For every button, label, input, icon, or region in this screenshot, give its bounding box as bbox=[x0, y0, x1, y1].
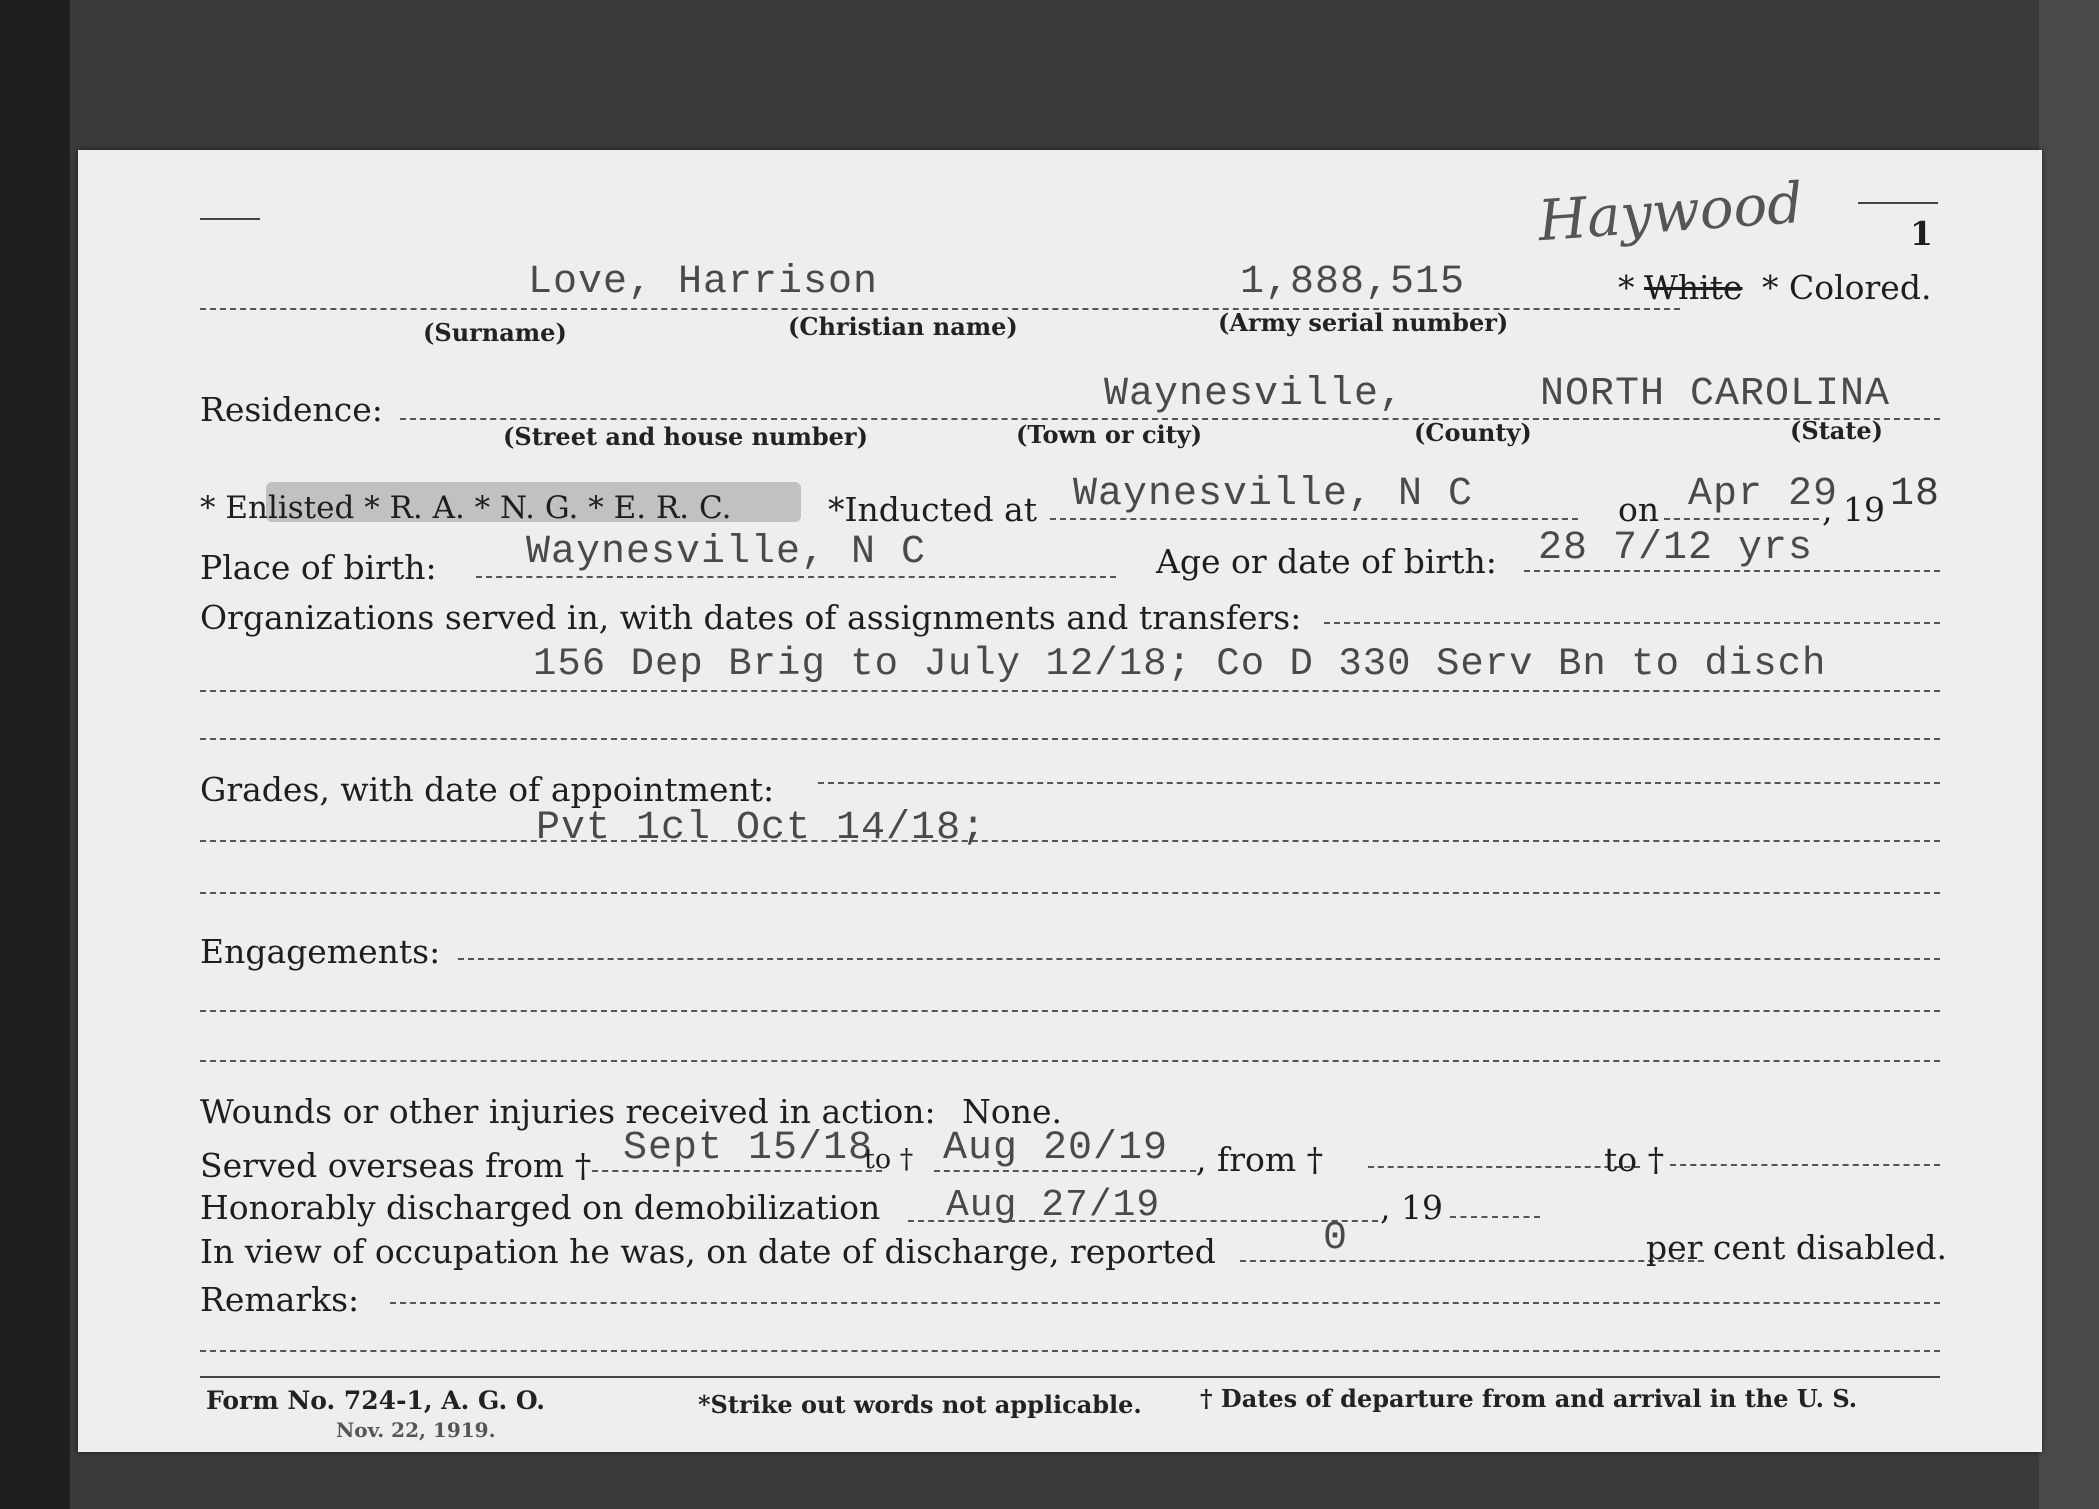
overseas-from-line bbox=[592, 1170, 882, 1172]
grades-line-1 bbox=[818, 782, 1940, 784]
scan-edge-right bbox=[2039, 0, 2099, 1509]
grades-text: Pvt 1cl Oct 14/18; bbox=[536, 806, 987, 851]
organizations-line-1 bbox=[1324, 622, 1940, 624]
induction-year-suffix: 18 bbox=[1890, 472, 1941, 517]
residence-state: NORTH CAROLINA bbox=[1540, 372, 1891, 417]
overseas-to-line bbox=[934, 1170, 1196, 1172]
wounds-label: Wounds or other injuries received in action: bbox=[200, 1092, 936, 1131]
top-left-rule bbox=[200, 218, 260, 220]
place-of-birth-line bbox=[476, 576, 1116, 578]
enlisted-label: * Enlisted * R. A. * N. G. * E. R. C. bbox=[200, 490, 732, 526]
organizations-line-3 bbox=[200, 738, 1940, 740]
discharge-line bbox=[908, 1220, 1378, 1222]
dates-note: † Dates of departure from and arrival in the U. S. bbox=[1200, 1384, 1858, 1413]
engagements-line-2 bbox=[200, 1010, 1940, 1012]
county-handwritten: Haywood bbox=[1536, 170, 1806, 255]
induction-date: Apr 29 bbox=[1688, 472, 1839, 517]
wounds-value: None. bbox=[962, 1092, 1063, 1131]
race-asterisk: * bbox=[1618, 268, 1635, 307]
state-label: (State) bbox=[1790, 416, 1884, 445]
overseas-to-label: to † bbox=[864, 1144, 914, 1175]
overseas-to2-line bbox=[1670, 1164, 1940, 1166]
remarks-label: Remarks: bbox=[200, 1280, 360, 1319]
discharge-year-line bbox=[1450, 1216, 1540, 1218]
place-of-birth: Waynesville, N C bbox=[526, 530, 927, 575]
disability-label: In view of occupation he was, on date of discharge, reported bbox=[200, 1232, 1216, 1271]
race-colored: * Colored. bbox=[1762, 268, 1932, 307]
overseas-label: Served overseas from † bbox=[200, 1146, 592, 1185]
form-date: Nov. 22, 1919. bbox=[336, 1418, 496, 1442]
footer-rule bbox=[200, 1376, 1940, 1378]
engagements-line-1 bbox=[458, 958, 1940, 960]
surname-typed: Love, Harrison bbox=[528, 260, 879, 305]
age-value: 28 7/12 yrs bbox=[1538, 526, 1814, 571]
organizations-text: 156 Dep Brig to July 12/18; Co D 330 Serv Bn to disch bbox=[533, 642, 1827, 686]
race-white-struck: White bbox=[1644, 268, 1743, 307]
overseas-to-date: Aug 20/19 bbox=[943, 1126, 1169, 1171]
discharge-date: Aug 27/19 bbox=[946, 1184, 1161, 1227]
town-label: (Town or city) bbox=[1016, 420, 1203, 449]
engagements-label: Engagements: bbox=[200, 932, 441, 971]
strike-note: *Strike out words not applicable. bbox=[698, 1390, 1142, 1419]
overseas-from2-line bbox=[1368, 1166, 1640, 1168]
card-number: 1 bbox=[1910, 214, 1933, 253]
age-label: Age or date of birth: bbox=[1156, 542, 1497, 581]
disability-value: 0 bbox=[1323, 1216, 1349, 1261]
engagements-line-3 bbox=[200, 1060, 1940, 1062]
discharge-label: Honorably discharged on demobilization bbox=[200, 1188, 881, 1227]
scan-edge-left bbox=[0, 0, 70, 1509]
inducted-label: *Inducted at bbox=[828, 490, 1037, 529]
residence-label: Residence: bbox=[200, 390, 383, 429]
induction-year-prefix: , 19 bbox=[1822, 490, 1885, 529]
place-of-birth-label: Place of birth: bbox=[200, 548, 437, 587]
grades-line-2 bbox=[200, 840, 1940, 842]
discharge-year: , 19 bbox=[1380, 1188, 1443, 1227]
army-serial-number: 1,888,515 bbox=[1240, 260, 1466, 305]
residence-town: Waynesville, bbox=[1104, 372, 1405, 417]
remarks-line-2 bbox=[200, 1350, 1940, 1352]
disability-line bbox=[1240, 1260, 1704, 1262]
service-record-card bbox=[78, 150, 2042, 1452]
overseas-from2-label: , from † bbox=[1196, 1140, 1324, 1179]
disability-suffix: per cent disabled. bbox=[1646, 1228, 1948, 1267]
county-label: (County) bbox=[1414, 418, 1532, 447]
inducted-place: Waynesville, N C bbox=[1073, 472, 1474, 517]
grades-line-3 bbox=[200, 892, 1940, 894]
serial-number-label: (Army serial number) bbox=[1218, 308, 1509, 337]
overseas-from-date: Sept 15/18 bbox=[623, 1126, 874, 1171]
overseas-to2-label: to † bbox=[1604, 1140, 1665, 1179]
organizations-line-2 bbox=[200, 690, 1940, 692]
inducted-line bbox=[1050, 518, 1578, 520]
surname-label: (Surname) bbox=[423, 318, 567, 347]
card-number-rule bbox=[1858, 202, 1938, 204]
street-label: (Street and house number) bbox=[503, 422, 868, 451]
organizations-label: Organizations served in, with dates of assignments and transfers: bbox=[200, 598, 1302, 637]
remarks-line-1 bbox=[390, 1302, 1940, 1304]
on-label: on bbox=[1618, 490, 1660, 529]
grades-label: Grades, with date of appointment: bbox=[200, 770, 775, 809]
age-line bbox=[1524, 570, 1940, 572]
induction-date-line bbox=[1664, 518, 1819, 520]
form-number: Form No. 724-1, A. G. O. bbox=[206, 1386, 545, 1415]
christian-name-label: (Christian name) bbox=[788, 312, 1018, 341]
